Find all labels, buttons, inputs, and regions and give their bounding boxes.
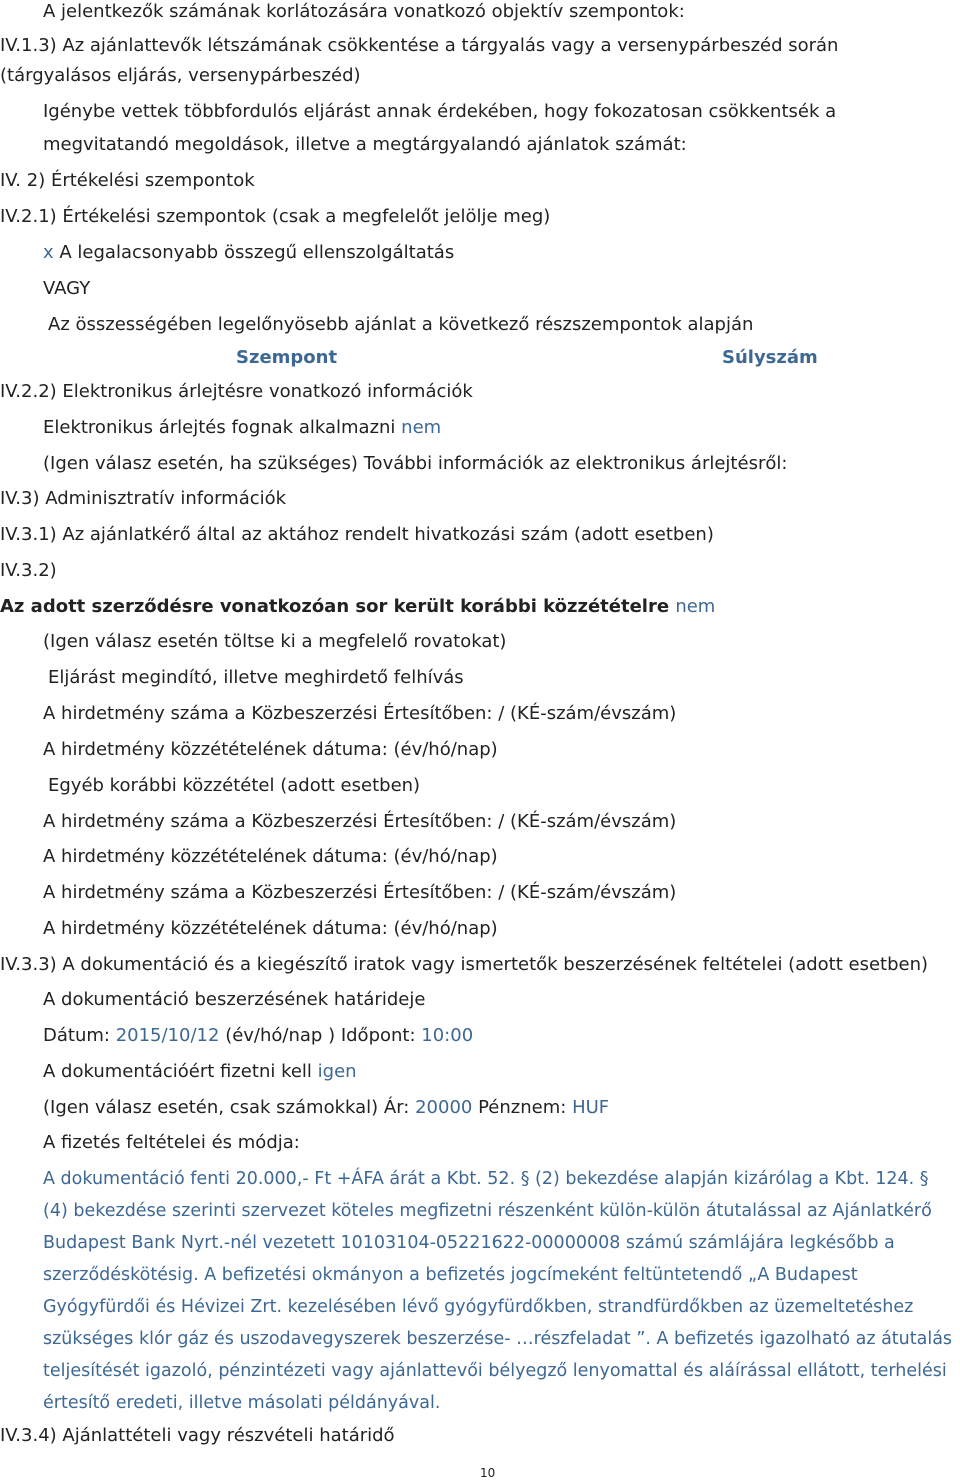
section-iv-2-2: IV.2.2) Elektronikus árlejtésre vonatkozó információk [0, 381, 473, 402]
currency-value: HUF [572, 1097, 610, 1118]
section-iv-3: IV.3) Adminisztratív információk [0, 488, 287, 509]
line-notice-date-3: A hirdetmény közzétételének dátuma: (év/hó/nap) [43, 918, 498, 939]
line-multi-round: Igénybe vettek többfordulós eljárást annak érdekében, hogy fokozatosan csökkentsék a [43, 101, 837, 122]
line-notice-number-3: A hirdetmény száma a Közbeszerzési Értesítőben: / (KÉ-szám/évszám) [43, 882, 677, 903]
line-notice-date-2: A hirdetmény közzétételének dátuma: (év/hó/nap) [43, 846, 498, 867]
currency-label: Pénznem: [478, 1097, 567, 1118]
date-label: Dátum: [43, 1025, 110, 1046]
line-previous-publication [0, 595, 715, 619]
lowest-price-label: A legalacsonyabb összegű ellenszolgáltatás [59, 242, 455, 263]
payment-label: A dokumentációért fizetni kell [43, 1061, 312, 1082]
selected-mark: x [43, 242, 54, 263]
line-notice-date-1: A hirdetmény közzétételének dátuma: (év/hó/nap) [43, 739, 498, 760]
column-header-weight: Súlyszám [722, 347, 818, 368]
line-doc-deadline: A dokumentáció beszerzésének határideje [43, 989, 426, 1010]
section-iv-3-3: IV.3.3) A dokumentáció és a kiegészítő iratok vagy ismertetők beszerzésének feltételei (adott esetben) [0, 954, 929, 975]
page-number: 10 [480, 1466, 496, 1480]
price-label: (Igen válasz esetén, csak számokkal) Ár: [43, 1097, 410, 1118]
line-doc-payment [43, 1060, 357, 1084]
section-iv-2: IV. 2) Értékelési szempontok [0, 170, 255, 191]
line-e-auction-info: (Igen válasz esetén, ha szükséges) További információk az elektronikus árlejtésről: [43, 453, 788, 474]
price-value: 20000 [415, 1097, 473, 1118]
line-doc-date [43, 1024, 473, 1048]
line-e-auction [43, 416, 441, 440]
section-iv-3-4: IV.3.4) Ajánlattételi vagy részvételi határidő [0, 1425, 395, 1446]
time-value: 10:00 [421, 1025, 474, 1046]
line-best-value: Az összességében legelőnyösebb ajánlat a következő részszempontok alapján [48, 314, 754, 335]
previous-publication-value: nem [675, 596, 716, 617]
time-label: (év/hó/nap ) Időpont: [225, 1025, 416, 1046]
line-notice-number-2: A hirdetmény száma a Közbeszerzési Értesítőben: / (KÉ-szám/évszám) [43, 811, 677, 832]
line-objective-criteria: A jelentkezők számának korlátozására vonatkozó objektív szempontok: [43, 1, 685, 22]
section-iv-2-1: IV.2.1) Értékelési szempontok (csak a megfelelőt jelölje meg) [0, 206, 551, 227]
line-lowest-price [43, 241, 454, 265]
line-contract-notice: Eljárást megindító, illetve meghirdető felhívás [48, 667, 464, 688]
line-other-publication: Egyéb korábbi közzététel (adott esetben) [48, 775, 421, 796]
line-payment-terms: A fizetés feltételei és módja: [43, 1132, 300, 1153]
payment-terms-paragraph: A dokumentáció fenti 20.000,- Ft +ÁFA árát a Kbt. 52. § (2) bekezdése alapján kizárólag a Kbt. 124. § (4) bekezdése szerinti szervezet köteles megfizetni részenként külön-külön átutalással az Ajánlatkérő Budapest Bank Nyrt.-nél vezetett 10103104-05221622-00000008 számú számlájára legkésőbb a szerződéskötésig. A befizetési okmányon a befizetés jogcímeként feltüntetendő „A Budapest Gyógyfürdői és Hévizei Zrt. kezelésében lévő gyógyfürdőkben, strandfürdőkben az üzemeltetéshez szükséges klór gáz és uszodavegyszerek beszerzése- …részfeladat ”. A befizetés igazolható az átutalás teljesítését igazoló, pénzintézeti vagy ajánlattevői bélyegző lenyomattal és aláírással ellátott, terhelési értesítő eredeti, illetve másolati példányával. [43, 1169, 953, 1413]
e-auction-label: Elektronikus árlejtés fognak alkalmazni [43, 417, 396, 438]
line-multi-round-cont: megvitatandó megoldások, illetve a megtárgyalandó ajánlatok számát: [43, 134, 687, 155]
section-iv-1-3: IV.1.3) Az ajánlattevők létszámának csökkentése a tárgyalás vagy a versenypárbeszéd során [0, 35, 839, 56]
e-auction-value: nem [401, 417, 442, 438]
payment-value: igen [317, 1061, 357, 1082]
line-or: VAGY [43, 278, 91, 299]
line-procedure-types: (tárgyalásos eljárás, versenypárbeszéd) [0, 65, 361, 86]
line-notice-number-1: A hirdetmény száma a Közbeszerzési Értesítőben: / (KÉ-szám/évszám) [43, 703, 677, 724]
previous-publication-label: Az adott szerződésre vonatkozóan sor került korábbi közzétételre [0, 596, 670, 617]
section-iv-3-2: IV.3.2) [0, 560, 57, 581]
column-header-criterion: Szempont [236, 347, 338, 368]
date-value: 2015/10/12 [115, 1025, 220, 1046]
section-iv-3-1: IV.3.1) Az ajánlatkérő által az aktához rendelt hivatkozási szám (adott esetben) [0, 524, 714, 545]
line-price [43, 1096, 609, 1120]
line-fill-fields: (Igen válasz esetén töltse ki a megfelelő rovatokat) [43, 631, 507, 652]
